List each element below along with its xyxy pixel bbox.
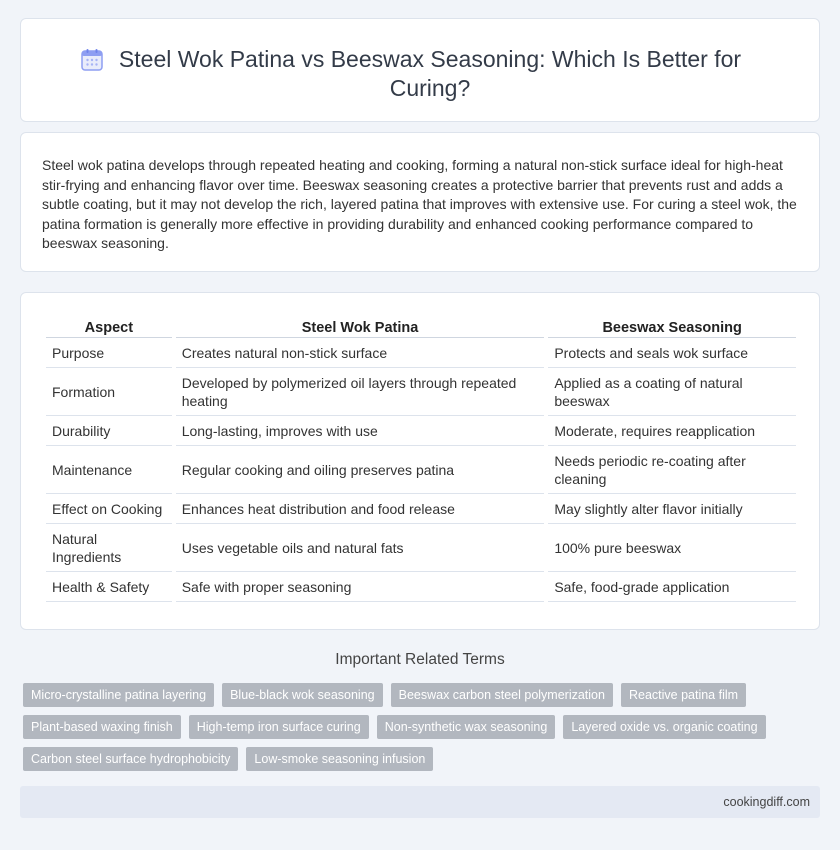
footer xyxy=(20,786,820,818)
table-cell: Long-lasting, improves with use xyxy=(176,416,545,446)
related-term-tag[interactable]: Layered oxide vs. organic coating xyxy=(563,715,765,739)
table-row xyxy=(46,338,796,368)
title-card xyxy=(20,18,820,122)
related-term-tag[interactable]: Micro-crystalline patina layering xyxy=(23,683,214,707)
table-cell: Uses vegetable oils and natural fats xyxy=(176,524,545,572)
intro-paragraph: Steel wok patina develops through repeated heating and cooking, forming a natural non-stick surface ideal for high-heat stir-frying and enhancing flavor over time. Beeswax seasoning creates a protective barrier that prevents rust and adds a subtle coating, but it may not develop the rich, layered patina that improves with extensive use. For curing a steel wok, the patina formation is generally more effective in providing durability and enhanced cooking performance compared to beeswax seasoning. xyxy=(42,157,797,251)
table-row xyxy=(46,416,796,446)
table-cell: 100% pure beeswax xyxy=(548,524,796,572)
table-row xyxy=(46,446,796,494)
table-cell: Safe, food-grade application xyxy=(548,572,796,602)
table-cell: Protects and seals wok surface xyxy=(548,338,796,368)
related-term-tag[interactable]: Non-synthetic wax seasoning xyxy=(377,715,556,739)
table-cell: Creates natural non-stick surface xyxy=(176,338,545,368)
table-row xyxy=(46,524,796,572)
table-cell: Applied as a coating of natural beeswax xyxy=(548,368,796,416)
table-cell: Purpose xyxy=(46,338,172,368)
table-cell: Health & Safety xyxy=(46,572,172,602)
page-title: Steel Wok Patina vs Beeswax Seasoning: Which Is Better for Curing? xyxy=(118,46,742,101)
table-cell: Moderate, requires reapplication xyxy=(548,416,796,446)
table-cell: Safe with proper seasoning xyxy=(176,572,545,602)
table-cell: Developed by polymerized oil layers through repeated heating xyxy=(176,368,545,416)
related-term-tag[interactable]: Plant-based waxing finish xyxy=(23,715,181,739)
table-cell: Natural Ingredients xyxy=(46,524,172,572)
table-cell: May slightly alter flavor initially xyxy=(548,494,796,524)
comparison-card xyxy=(20,292,820,630)
footer-site-link[interactable]: cookingdiff.com xyxy=(723,795,810,809)
table-row xyxy=(46,494,796,524)
column-header: Beeswax Seasoning xyxy=(548,315,796,338)
related-terms-heading: Important Related Terms xyxy=(335,651,505,668)
related-term-tag[interactable]: Carbon steel surface hydrophobicity xyxy=(23,747,238,771)
intro-card xyxy=(20,132,820,272)
table-cell: Maintenance xyxy=(46,446,172,494)
related-term-tag[interactable]: Blue-black wok seasoning xyxy=(222,683,383,707)
column-header: Steel Wok Patina xyxy=(176,315,545,338)
table-cell: Effect on Cooking xyxy=(46,494,172,524)
related-term-tag[interactable]: High-temp iron surface curing xyxy=(189,715,369,739)
table-cell: Regular cooking and oiling preserves patina xyxy=(176,446,545,494)
table-cell: Formation xyxy=(46,368,172,416)
related-terms-list xyxy=(23,683,823,771)
table-cell: Needs periodic re-coating after cleaning xyxy=(548,446,796,494)
related-term-tag[interactable]: Beeswax carbon steel polymerization xyxy=(391,683,613,707)
table-row xyxy=(46,368,796,416)
table-row xyxy=(46,572,796,602)
table-header-row xyxy=(46,315,796,338)
column-header: Aspect xyxy=(46,315,172,338)
related-term-tag[interactable]: Reactive patina film xyxy=(621,683,746,707)
table-cell: Enhances heat distribution and food release xyxy=(176,494,545,524)
table-cell: Durability xyxy=(46,416,172,446)
comparison-table xyxy=(42,315,800,602)
related-term-tag[interactable]: Low-smoke seasoning infusion xyxy=(246,747,433,771)
